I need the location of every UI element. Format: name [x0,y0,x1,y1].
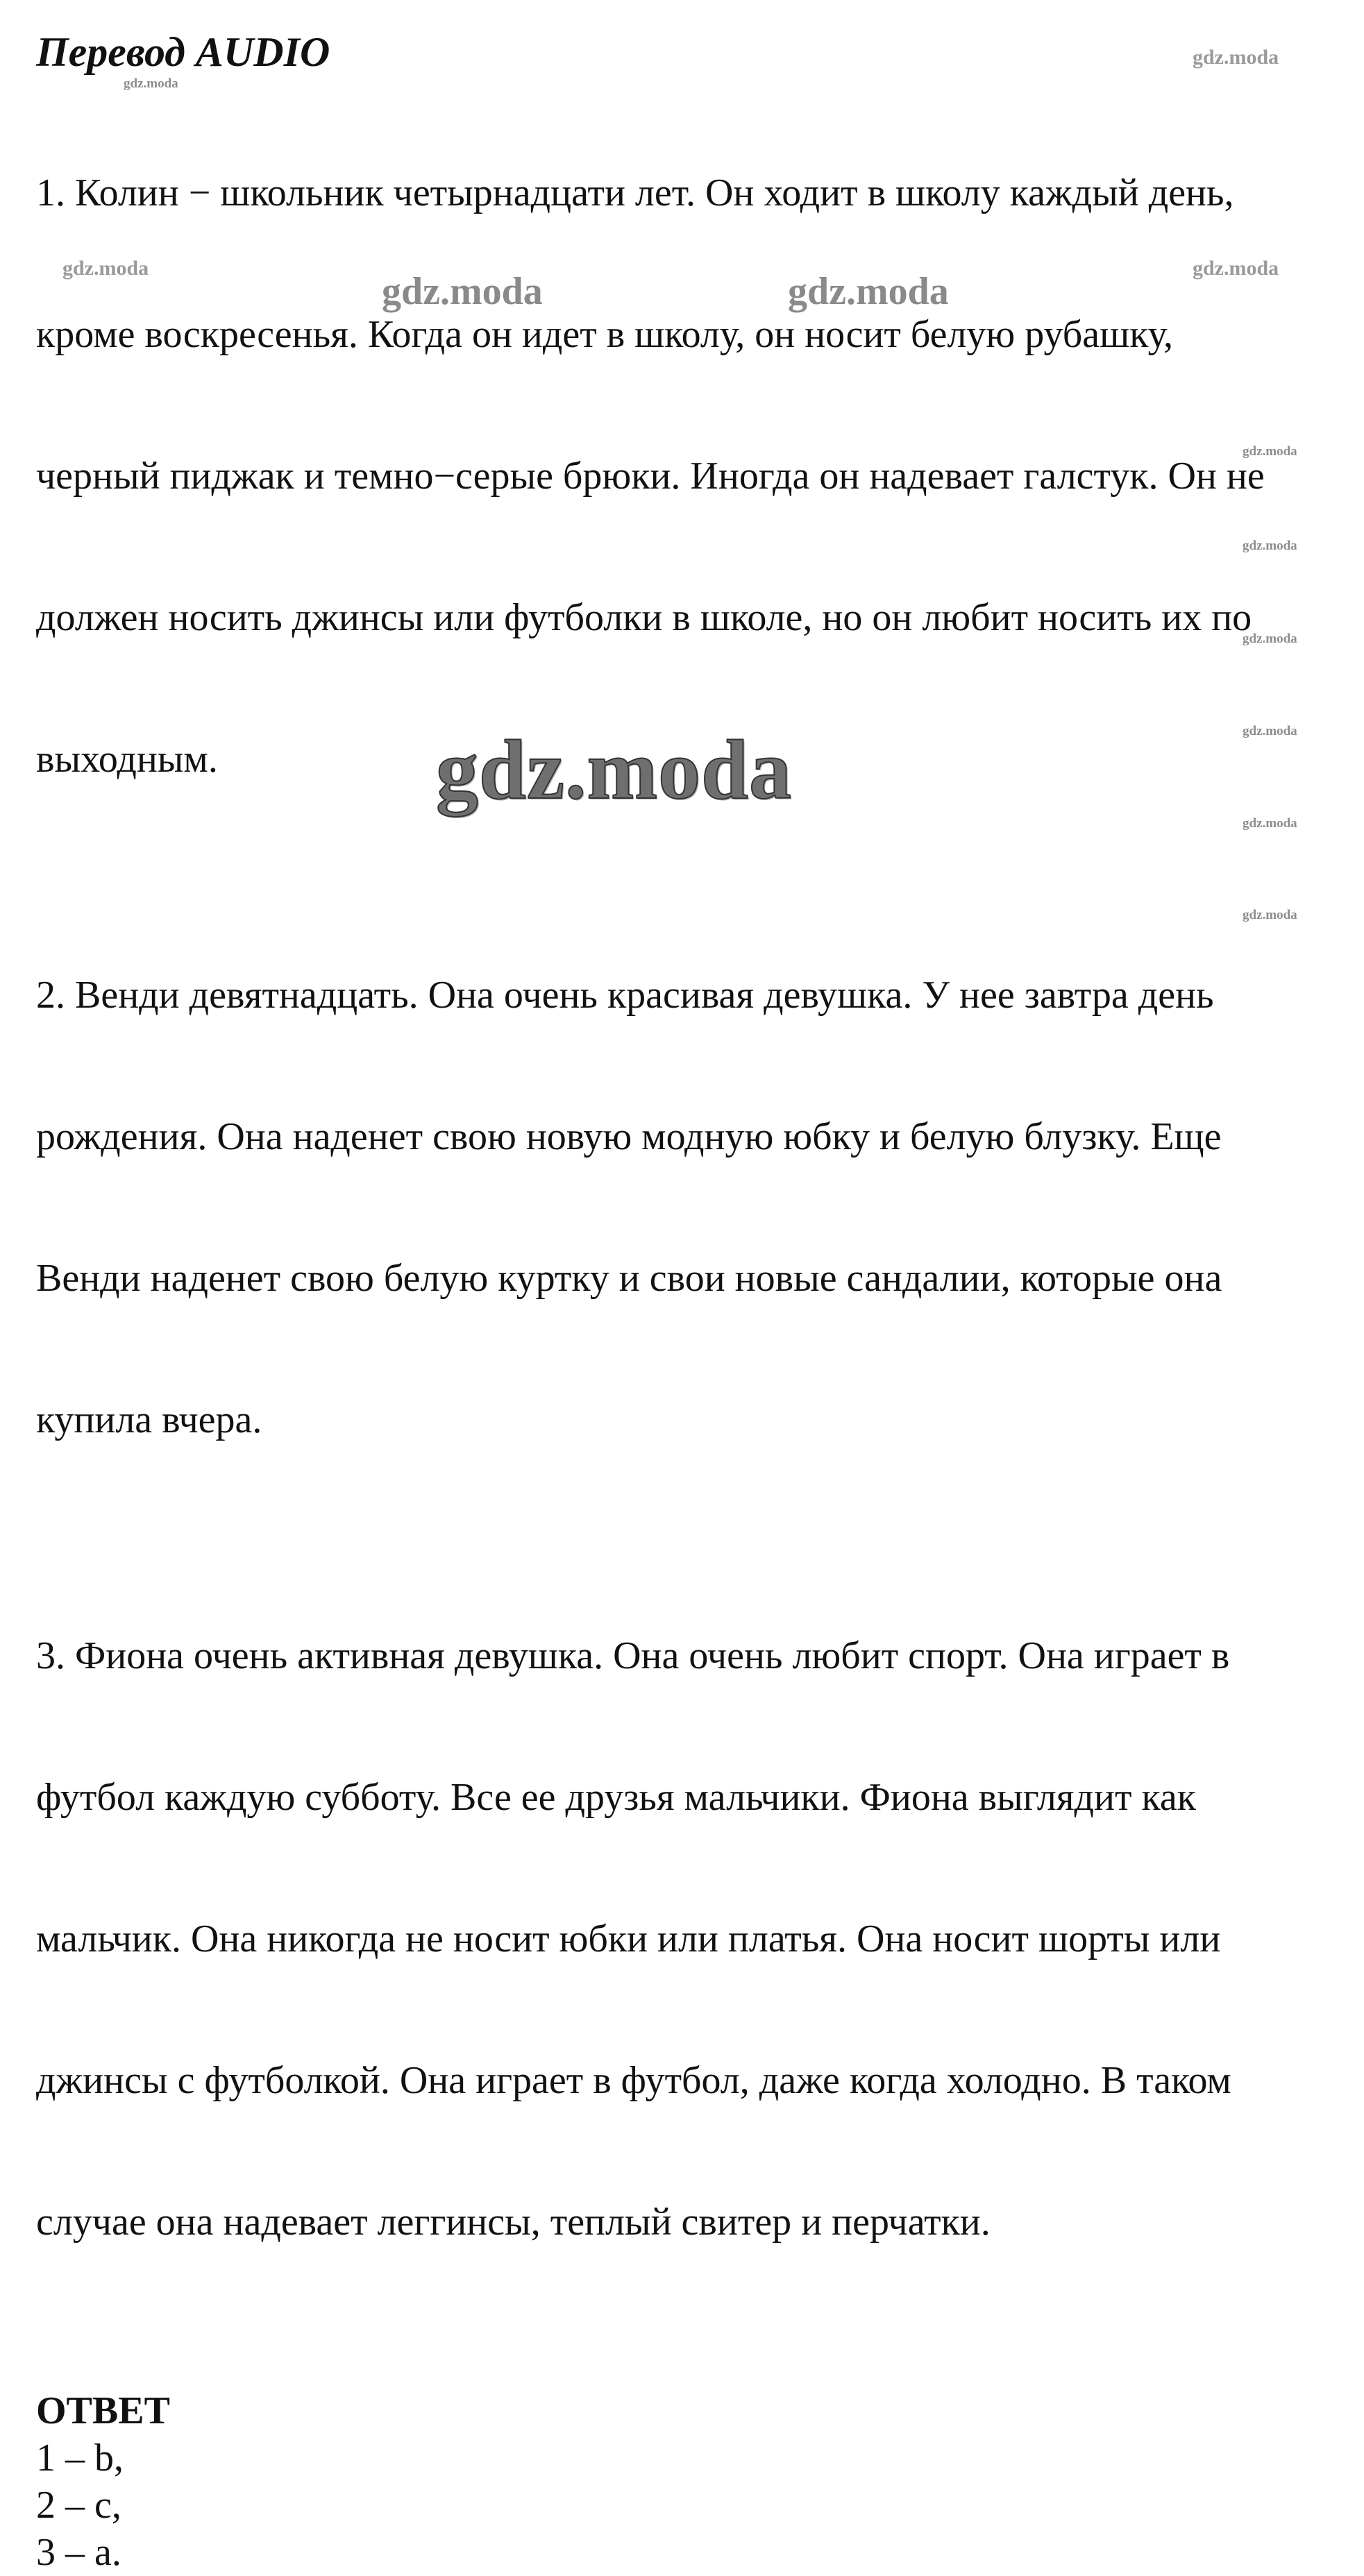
text-line: рождения. Она наденет свою новую модную юбку и белую блузку. Еще [36,1115,1222,1158]
text-line: футбол каждую субботу. Все ее друзья мальчики. Фиона выглядит как [36,1776,1196,1819]
paragraph-3 [36,1538,1355,2340]
text-line: мальчик. Она никогда не носит юбки или платья. Она носит шорты или [36,1917,1221,1960]
watermark: gdz.moda [1243,632,1297,646]
text-line: 3. Фиона очень активная девушка. Она очень любит спорт. Она играет в [36,1634,1230,1677]
answer-title: ОТВЕТ [36,2389,170,2432]
text-line: случае она надевает леггинсы, теплый свитер и перчатки. [36,2201,991,2244]
document-page [36,29,1355,2576]
page-title: Перевод AUDIO [36,29,330,75]
text-line: 2. Венди девятнадцать. Она очень красивая девушка. У нее завтра день [36,974,1214,1017]
watermark: gdz.moda [124,76,178,91]
watermark: gdz.moda [1243,444,1297,459]
watermark: gdz.moda [788,270,949,313]
watermark: gdz.moda [62,257,149,280]
watermark: gdz.moda [1243,908,1297,922]
text-line: джинсы с футболкой. Она играет в футбол, даже когда холодно. В таком [36,2059,1231,2102]
answer-item: 2 – c, [36,2484,121,2527]
watermark: gdz.moda [1193,257,1279,280]
watermark: gdz.moda [1243,539,1297,553]
answer-item: 3 – a. [36,2531,121,2574]
text-line: черный пиджак и темно−серые брюки. Иногда он надевает галстук. Он не [36,455,1265,498]
text-line: должен носить джинсы или футболки в школе, но он любит носить их по [36,596,1252,639]
watermark: gdz.moda [1243,816,1297,831]
answer-item: 1 – b, [36,2437,124,2480]
text-line: 1. Колин − школьник четырнадцати лет. Он ходит в школу каждый день, [36,171,1234,214]
watermark: gdz.moda [382,270,543,313]
text-line: выходным. [36,738,218,781]
spacer [36,2340,1355,2387]
answer-section [36,2387,1355,2576]
text-line: Венди наденет свою белую куртку и свои новые сандалии, которые она [36,1257,1222,1300]
watermark-large: gdz.moda [436,723,792,817]
watermark: gdz.moda [1243,724,1297,738]
paragraph-2 [36,877,1355,1538]
paragraph-1 [36,75,1355,877]
text-line: кроме воскресенья. Когда он идет в школу, он носит белую рубашку, [36,313,1174,356]
text-line: купила вчера. [36,1398,262,1441]
watermark: gdz.moda [1193,46,1279,69]
